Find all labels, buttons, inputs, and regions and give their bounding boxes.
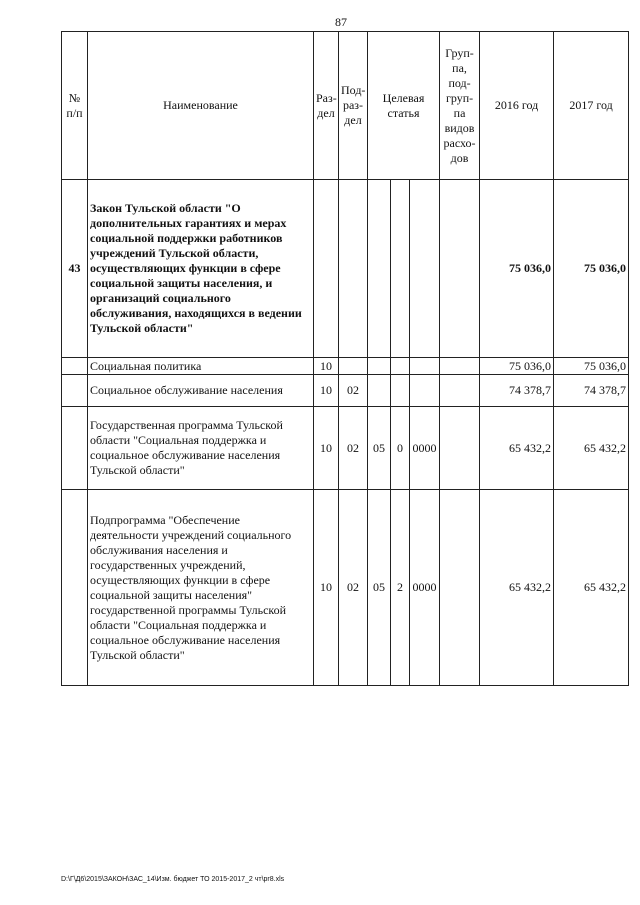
row-group — [440, 490, 480, 686]
row-ts-program — [368, 375, 391, 407]
header-2017: 2017 год — [554, 32, 629, 180]
budget-table — [61, 31, 629, 686]
table-row — [62, 375, 629, 407]
row-ts-subprogram — [391, 180, 410, 358]
row-podrazdel: 02 — [339, 490, 368, 686]
row-name: Закон Тульской области "О дополнительных гарантиях и мерах социальной поддержки работников учреждений Тульской области, осуществляющих функции в сфере социальной защиты населения, и организаций социального обслуживания, находящихся в ведении Тульской области" — [88, 180, 314, 358]
row-2016: 65 432,2 — [480, 490, 554, 686]
header-podrazdel: Под-раз-дел — [339, 32, 368, 180]
row-2017: 65 432,2 — [554, 407, 629, 490]
row-name: Социальное обслуживание населения — [88, 375, 314, 407]
table-row — [62, 490, 629, 686]
file-path-footer: D:\Г\Д6\2015\ЗАКОН\ЗАС_14\Изм. бюджет ТО 2015-2017_2 чт\pr8.xls — [61, 876, 285, 883]
row-2017: 74 378,7 — [554, 375, 629, 407]
row-num — [62, 375, 88, 407]
row-ts-subprogram: 2 — [391, 490, 410, 686]
header-razdel: Раз-дел — [314, 32, 339, 180]
row-ts-direction: 0000 — [410, 407, 440, 490]
row-group — [440, 358, 480, 375]
row-razdel: 10 — [314, 407, 339, 490]
row-2016: 75 036,0 — [480, 180, 554, 358]
row-razdel: 10 — [314, 375, 339, 407]
table-row — [62, 358, 629, 375]
row-num — [62, 490, 88, 686]
row-razdel — [314, 180, 339, 358]
row-num — [62, 407, 88, 490]
header-2016: 2016 год — [480, 32, 554, 180]
row-ts-program — [368, 180, 391, 358]
row-2016: 75 036,0 — [480, 358, 554, 375]
row-ts-direction: 0000 — [410, 490, 440, 686]
row-name: Социальная политика — [88, 358, 314, 375]
row-ts-program: 05 — [368, 490, 391, 686]
row-ts-subprogram: 0 — [391, 407, 410, 490]
header-row — [62, 32, 629, 180]
header-expense-group: Груп-па, под-груп-па видов расхо-дов — [440, 32, 480, 180]
row-podrazdel: 02 — [339, 407, 368, 490]
row-group — [440, 375, 480, 407]
row-podrazdel: 02 — [339, 375, 368, 407]
row-ts-direction — [410, 180, 440, 358]
row-ts-direction — [410, 358, 440, 375]
header-num: № п/п — [62, 32, 88, 180]
row-group — [440, 180, 480, 358]
row-2016: 65 432,2 — [480, 407, 554, 490]
row-name: Подпрограмма "Обеспечение деятельности учреждений социального обслуживания населения и государственных учреждений, осуществляющих функции в сфере социальной защиты населения" государственной программы Тульской области "Социальная поддержка и социальное обслуживание населения Тульской области" — [88, 490, 314, 686]
row-2017: 75 036,0 — [554, 358, 629, 375]
row-ts-program — [368, 358, 391, 375]
row-ts-program: 05 — [368, 407, 391, 490]
table-row — [62, 180, 629, 358]
header-name: Наименование — [88, 32, 314, 180]
row-2017: 75 036,0 — [554, 180, 629, 358]
row-ts-direction — [410, 375, 440, 407]
row-2017: 65 432,2 — [554, 490, 629, 686]
row-razdel: 10 — [314, 358, 339, 375]
row-num — [62, 358, 88, 375]
row-razdel: 10 — [314, 490, 339, 686]
table-row — [62, 407, 629, 490]
header-target-article: Целевая статья — [368, 32, 440, 180]
row-ts-subprogram — [391, 375, 410, 407]
row-podrazdel — [339, 358, 368, 375]
row-podrazdel — [339, 180, 368, 358]
row-ts-subprogram — [391, 358, 410, 375]
row-2016: 74 378,7 — [480, 375, 554, 407]
row-group — [440, 407, 480, 490]
row-num: 43 — [62, 180, 88, 358]
page-number: 87 — [335, 15, 347, 29]
row-name: Государственная программа Тульской области "Социальная поддержка и социальное обслуживание населения Тульской области" — [88, 407, 314, 490]
